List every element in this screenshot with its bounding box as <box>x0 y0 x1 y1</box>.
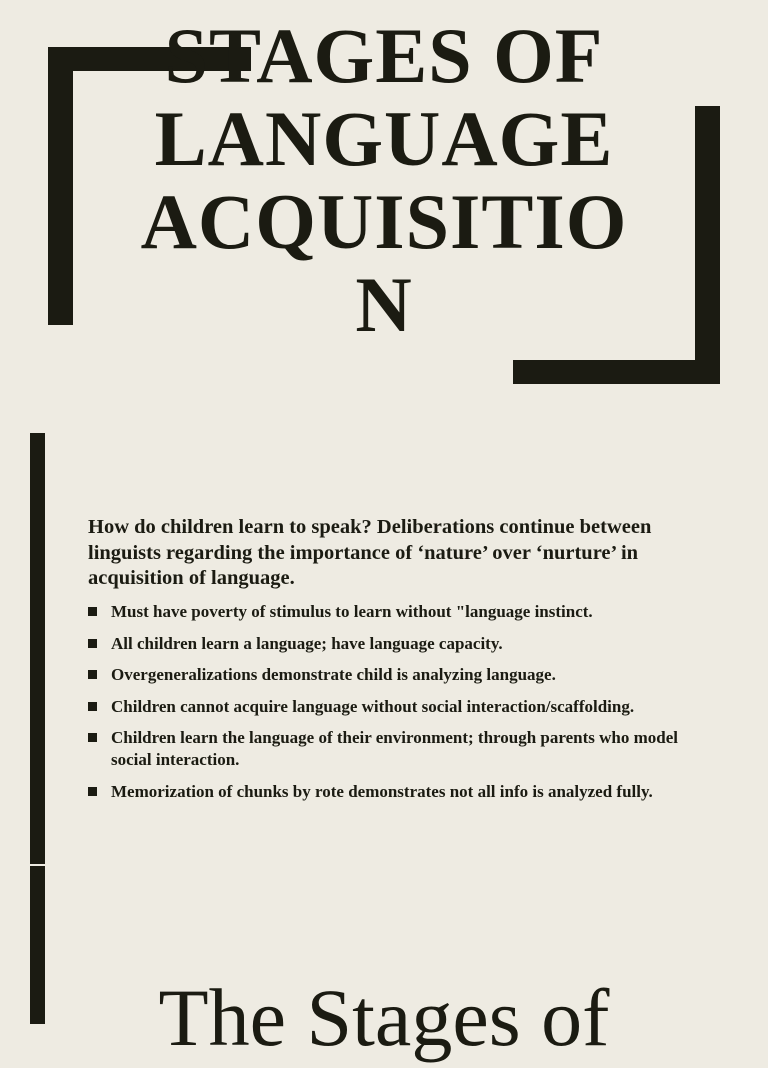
list-item-text: Must have poverty of stimulus to learn without "language instinct. <box>111 602 593 621</box>
slide-title-line-2: LANGUAGE <box>154 95 614 182</box>
list-item <box>88 664 698 686</box>
slide-title-line-3: ACQUISITIO <box>140 178 628 265</box>
list-item <box>88 633 698 655</box>
list-item-text: Memorization of chunks by rote demonstrates not all info is analyzed fully. <box>111 781 653 801</box>
square-bullet-icon <box>88 670 97 679</box>
bullet-list <box>88 601 698 812</box>
list-item-text: Children cannot acquire language without social interaction/scaffolding. <box>111 696 635 716</box>
list-item <box>88 601 698 623</box>
list-item-text: Overgeneralizations demonstrate child is analyzing language. <box>111 665 556 684</box>
square-bullet-icon <box>88 733 97 742</box>
square-bullet-icon <box>88 639 97 648</box>
list-item <box>88 727 698 771</box>
list-item-text: All children learn a language; have language capacity. <box>111 633 503 653</box>
next-slide-title: The Stages of <box>158 972 610 1063</box>
slide-title <box>130 14 638 346</box>
intro-paragraph: How do children learn to speak? Deliberations continue between linguists regarding the importance of ‘nature’ over ‘nurture’ in acquisition of language. <box>88 516 652 589</box>
list-item <box>88 696 698 718</box>
frame-bottom-right-vertical <box>695 106 720 384</box>
list-item-text: Children learn the language of their environment; through parents who model social interaction. <box>111 728 679 769</box>
slide-title-line-4: N <box>355 261 413 348</box>
square-bullet-icon <box>88 702 97 711</box>
slide-title-line-1: STAGES OF <box>164 12 604 99</box>
list-item <box>88 781 698 803</box>
square-bullet-icon <box>88 607 97 616</box>
left-accent-bar-upper <box>30 433 45 864</box>
frame-bottom-right-horizontal <box>513 360 720 384</box>
frame-top-left-vertical <box>48 47 73 325</box>
square-bullet-icon <box>88 787 97 796</box>
